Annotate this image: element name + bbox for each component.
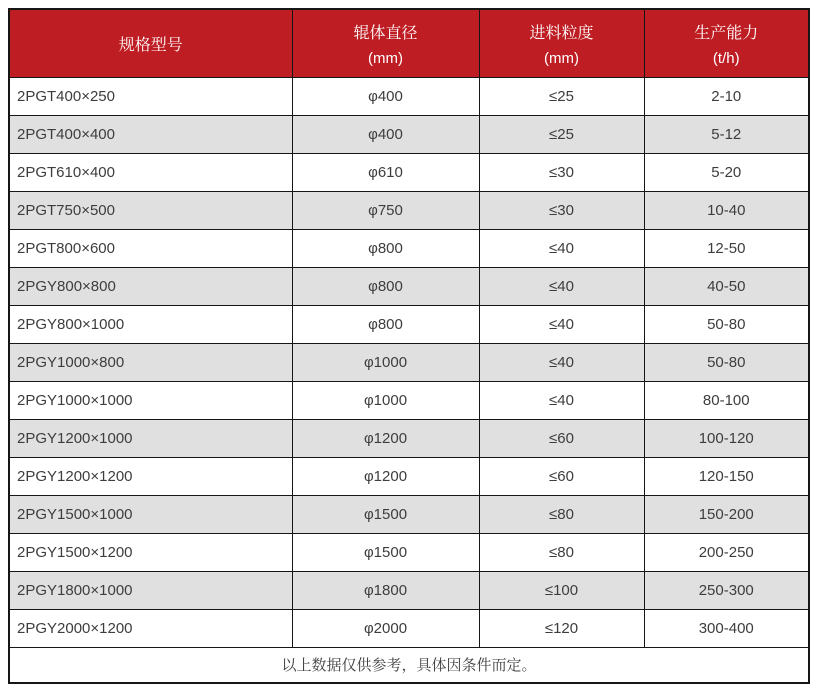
col-header-capacity-unit: (t/h) xyxy=(712,49,740,67)
capacity-cell: 200-250 xyxy=(644,533,809,571)
feed-size-cell: ≤40 xyxy=(479,343,644,381)
roller-diameter-cell: φ1000 xyxy=(292,381,479,419)
col-header-model xyxy=(9,9,292,77)
table-row xyxy=(9,533,809,571)
feed-size-cell: ≤40 xyxy=(479,229,644,267)
roller-diameter-cell: φ610 xyxy=(292,153,479,191)
table-row xyxy=(9,571,809,609)
col-header-capacity xyxy=(644,9,809,77)
capacity-cell: 100-120 xyxy=(644,419,809,457)
table-row xyxy=(9,495,809,533)
col-header-roller-diameter-label: 辊体直径 xyxy=(353,24,418,42)
capacity-cell: 80-100 xyxy=(644,381,809,419)
feed-size-cell: ≤100 xyxy=(479,571,644,609)
roller-diameter-cell: φ400 xyxy=(292,77,479,115)
table-row xyxy=(9,419,809,457)
model-cell: 2PGT610×400 xyxy=(9,153,292,191)
capacity-cell: 5-20 xyxy=(644,153,809,191)
feed-size-cell: ≤40 xyxy=(479,305,644,343)
model-cell: 2PGT400×250 xyxy=(9,77,292,115)
capacity-cell: 50-80 xyxy=(644,343,809,381)
capacity-cell: 300-400 xyxy=(644,609,809,647)
table-row xyxy=(9,229,809,267)
roller-diameter-cell: φ1500 xyxy=(292,533,479,571)
model-cell: 2PGY800×1000 xyxy=(9,305,292,343)
roller-diameter-cell: φ2000 xyxy=(292,609,479,647)
table-row xyxy=(9,191,809,229)
roller-diameter-cell: φ1000 xyxy=(292,343,479,381)
model-cell: 2PGY800×800 xyxy=(9,267,292,305)
model-cell: 2PGY1800×1000 xyxy=(9,571,292,609)
col-header-roller-diameter-unit: (mm) xyxy=(368,49,403,67)
spec-table xyxy=(8,8,810,684)
roller-diameter-cell: φ800 xyxy=(292,305,479,343)
capacity-cell: 150-200 xyxy=(644,495,809,533)
feed-size-cell: ≤60 xyxy=(479,457,644,495)
roller-diameter-cell: φ1200 xyxy=(292,457,479,495)
feed-size-cell: ≤40 xyxy=(479,267,644,305)
table-row xyxy=(9,609,809,647)
feed-size-cell: ≤30 xyxy=(479,153,644,191)
table-row xyxy=(9,343,809,381)
model-cell: 2PGY1000×800 xyxy=(9,343,292,381)
feed-size-cell: ≤30 xyxy=(479,191,644,229)
table-row xyxy=(9,77,809,115)
col-header-feed-size-unit: (mm) xyxy=(544,49,579,67)
capacity-cell: 120-150 xyxy=(644,457,809,495)
col-header-roller-diameter xyxy=(292,9,479,77)
capacity-cell: 2-10 xyxy=(644,77,809,115)
model-cell: 2PGY2000×1200 xyxy=(9,609,292,647)
table-row xyxy=(9,267,809,305)
model-cell: 2PGT400×400 xyxy=(9,115,292,153)
roller-diameter-cell: φ1200 xyxy=(292,419,479,457)
col-header-capacity-label: 生产能力 xyxy=(694,24,759,42)
roller-diameter-cell: φ800 xyxy=(292,267,479,305)
col-header-feed-size xyxy=(479,9,644,77)
model-cell: 2PGT800×600 xyxy=(9,229,292,267)
capacity-cell: 50-80 xyxy=(644,305,809,343)
table-row xyxy=(9,457,809,495)
capacity-cell: 250-300 xyxy=(644,571,809,609)
table-row xyxy=(9,115,809,153)
capacity-cell: 12-50 xyxy=(644,229,809,267)
roller-diameter-cell: φ750 xyxy=(292,191,479,229)
model-cell: 2PGY1200×1000 xyxy=(9,419,292,457)
spec-table-body xyxy=(9,77,809,647)
feed-size-cell: ≤40 xyxy=(479,381,644,419)
model-cell: 2PGY1500×1000 xyxy=(9,495,292,533)
header-row xyxy=(9,9,809,77)
capacity-cell: 5-12 xyxy=(644,115,809,153)
model-cell: 2PGY1000×1000 xyxy=(9,381,292,419)
feed-size-cell: ≤80 xyxy=(479,495,644,533)
feed-size-cell: ≤25 xyxy=(479,77,644,115)
roller-diameter-cell: φ1500 xyxy=(292,495,479,533)
model-cell: 2PGT750×500 xyxy=(9,191,292,229)
feed-size-cell: ≤60 xyxy=(479,419,644,457)
feed-size-cell: ≤25 xyxy=(479,115,644,153)
roller-diameter-cell: φ800 xyxy=(292,229,479,267)
footnote-text: 以上数据仅供参考，具体因条件而定。 xyxy=(9,647,809,683)
capacity-cell: 10-40 xyxy=(644,191,809,229)
col-header-feed-size-label: 进料粒度 xyxy=(529,24,594,42)
col-header-model-label: 规格型号 xyxy=(118,36,183,54)
model-cell: 2PGY1200×1200 xyxy=(9,457,292,495)
table-row xyxy=(9,153,809,191)
footnote-row xyxy=(9,647,809,683)
roller-diameter-cell: φ1800 xyxy=(292,571,479,609)
model-cell: 2PGY1500×1200 xyxy=(9,533,292,571)
table-row xyxy=(9,381,809,419)
feed-size-cell: ≤80 xyxy=(479,533,644,571)
table-row xyxy=(9,305,809,343)
roller-diameter-cell: φ400 xyxy=(292,115,479,153)
capacity-cell: 40-50 xyxy=(644,267,809,305)
feed-size-cell: ≤120 xyxy=(479,609,644,647)
